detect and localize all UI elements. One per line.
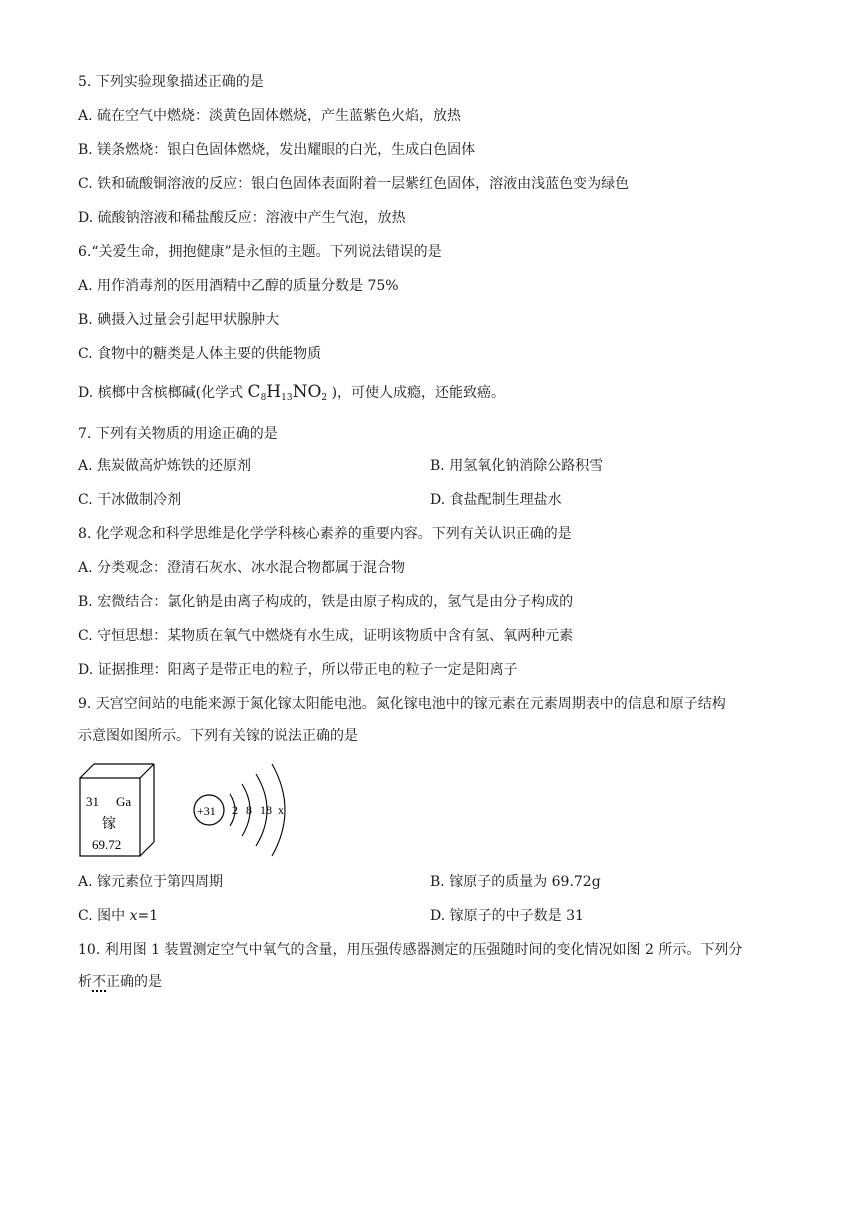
q10-emphasis-not: 不 [92, 974, 106, 990]
q7-option-a: A. 焦炭做高炉炼铁的还原剂 [78, 458, 252, 474]
q10-stem-suffix: 正确的是 [106, 974, 162, 990]
q5-option-a: A. 硫在空气中燃烧：淡黄色固体燃烧，产生蓝紫色火焰，放热 [78, 108, 462, 124]
q8-option-b: B. 宏微结合：氯化钠是由离子构成的，铁是由原子构成的，氢气是由分子构成的 [78, 594, 574, 610]
q9-c-prefix: C. 图中 [78, 908, 130, 924]
formula-sub-2: 2 [321, 393, 328, 403]
formula-h: H [266, 382, 282, 402]
element-name: 镓 [102, 816, 116, 832]
q6-option-a: A. 用作消毒剂的医用酒精中乙醇的质量分数是 75% [78, 278, 399, 294]
q7-stem: 7. 下列有关物质的用途正确的是 [78, 426, 278, 442]
q6-option-d [78, 382, 505, 408]
q9-option-a: A. 镓元素位于第四周期 [78, 874, 224, 890]
formula-sub-13: 13 [281, 393, 293, 403]
q9-stem-line1: 9. 天宫空间站的电能来源于氮化镓太阳能电池。氮化镓电池中的镓元素在元素周期表中的信息和原子结构 [78, 696, 726, 712]
q9-c-variable: x [129, 908, 138, 924]
q9-option-b: B. 镓原子的质量为 69.72g [430, 874, 601, 890]
atomic-mass: 69.72 [92, 837, 122, 852]
q10-stem-prefix: 析 [78, 974, 92, 990]
q5-option-d: D. 硫酸钠溶液和稀盐酸反应：溶液中产生气泡，放热 [78, 210, 406, 226]
gallium-figure [78, 760, 308, 860]
q5-option-b: B. 镁条燃烧：银白色固体燃烧，发出耀眼的白光，生成白色固体 [78, 142, 476, 158]
electron-shell-arcs [230, 764, 285, 856]
atomic-number: 31 [86, 794, 99, 809]
q9-option-d: D. 镓原子的中子数是 31 [430, 908, 584, 924]
q10-stem-line1: 10. 利用图 1 装置测定空气中氧气的含量，用压强传感器测定的压强随时间的变化情况如图 2 所示。下列分 [78, 942, 743, 958]
q5-stem: 5. 下列实验现象描述正确的是 [78, 74, 264, 90]
q6-d-prefix: D. 槟榔中含槟榔碱(化学式 [78, 385, 248, 401]
shell-2-electrons: 8 [246, 803, 252, 817]
q7-option-b: B. 用氢氧化钠消除公路积雪 [430, 458, 604, 474]
nucleus-charge: +31 [197, 804, 216, 818]
q6-d-suffix: )，可使人成瘾，还能致癌。 [327, 385, 506, 401]
formula-no: NO [292, 382, 322, 402]
q8-option-a: A. 分类观念：澄清石灰水、冰水混合物都属于混合物 [78, 560, 406, 576]
q7-option-d: D. 食盐配制生理盐水 [430, 492, 562, 508]
q9-option-c [78, 906, 158, 926]
shell-3-electrons: 18 [260, 803, 272, 817]
q8-option-d: D. 证据推理：阳离子是带正电的粒子，所以带正电的粒子一定是阳离子 [78, 662, 518, 678]
q9-c-suffix: =1 [137, 908, 159, 924]
shell-4-electrons: x [278, 803, 284, 817]
q8-option-c: C. 守恒思想：某物质在氧气中燃烧有水生成，证明该物质中含有氢、氧两种元素 [78, 628, 574, 644]
q10-stem-line2 [78, 972, 162, 992]
q8-stem: 8. 化学观念和科学思维是化学学科核心素养的重要内容。下列有关认识正确的是 [78, 526, 572, 542]
q7-option-c: C. 干冰做制冷剂 [78, 492, 182, 508]
q6-stem: 6.“关爱生命，拥抱健康”是永恒的主题。下列说法错误的是 [78, 244, 442, 260]
formula-sub-8: 8 [260, 393, 267, 403]
q6-option-b: B. 碘摄入过量会引起甲状腺肿大 [78, 312, 280, 328]
element-symbol: Ga [116, 794, 132, 809]
formula-c: C [247, 382, 261, 402]
q9-stem-line2: 示意图如图所示。下列有关镓的说法正确的是 [78, 728, 358, 744]
shell-1-electrons: 2 [232, 803, 238, 817]
q5-option-c: C. 铁和硫酸铜溶液的反应：银白色固体表面附着一层紫红色固体，溶液由浅蓝色变为绿色 [78, 176, 630, 192]
q6-option-c: C. 食物中的糖类是人体主要的供能物质 [78, 346, 322, 362]
